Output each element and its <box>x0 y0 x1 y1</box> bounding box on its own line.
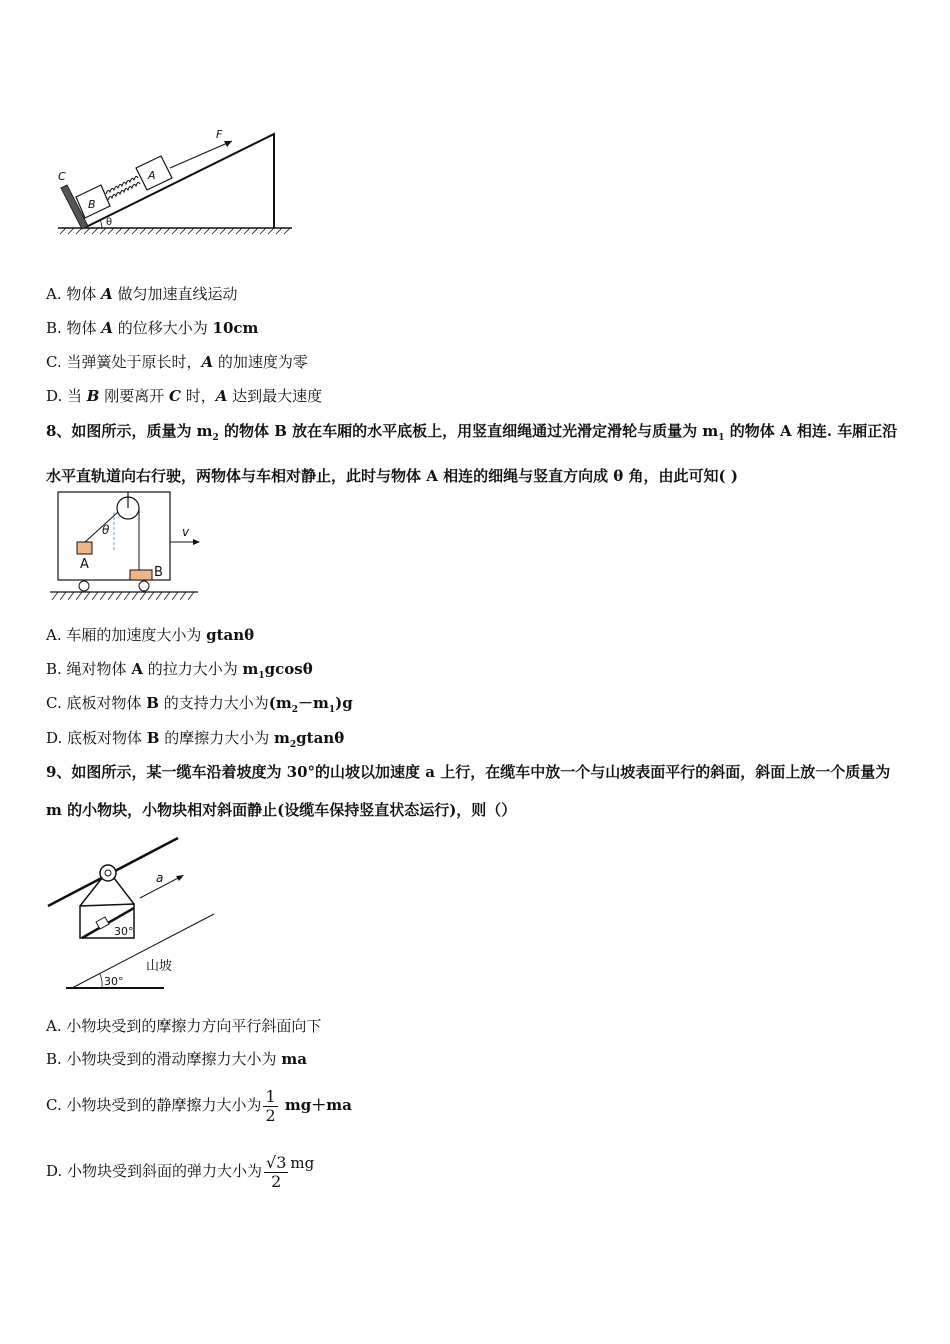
carriage-figure <box>46 490 206 608</box>
q8-stem: 8、如图所示，质量为 $m_2$ 的物体 B 放在车厢的水平底板上，用竖直细绳通过光滑定滑轮与质量为 $m_1$ 的物体 A 相连. 车厢正沿水平直轨道向右行驶，两物体与车相对静止，此时与物体 A 相连的细绳与竖直方向成 θ 角，由此可知( ) <box>46 422 898 485</box>
label-30-top: 30° <box>114 925 134 938</box>
q8-option-c: C. 底板对物体 B 的支持力大小为$(m_2-m_1)g$ <box>46 694 353 715</box>
label-a-9: a <box>156 871 164 885</box>
q8-option-a: A. 车厢的加速度大小为 gtanθ <box>46 626 255 644</box>
incline-spring-figure <box>50 118 300 243</box>
q7-option-c: C. 当弹簧处于原长时，A 的加速度为零 <box>46 353 308 371</box>
label-b: B <box>88 198 96 211</box>
q7-option-d: D. 当 B 刚要离开 C 时，A 达到最大速度 <box>46 387 323 405</box>
label-theta-8: θ <box>102 523 110 537</box>
q7-option-b: B. 物体 A 的位移大小为 10cm <box>46 319 259 337</box>
q9-option-a: A. 小物块受到的摩擦力方向平行斜面向下 <box>46 1017 322 1035</box>
label-a-8: A <box>80 557 89 572</box>
q9-option-b: B. 小物块受到的滑动摩擦力大小为 ma <box>46 1050 307 1068</box>
fraction-sqrt3-over-2: $\frac{√3}{2}$ <box>266 1152 287 1191</box>
q9-stem: 9、如图所示，某一缆车沿着坡度为 30°的山坡以加速度 a 上行，在缆车中放一个与山坡表面平行的斜面，斜面上放一个质量为 m 的小物块，小物块相对斜面静止(设缆车保持竖直状态运行)，则（） <box>46 763 891 819</box>
label-c: C <box>58 170 66 183</box>
label-b-8: B <box>154 565 163 580</box>
label-slope: 山坡 <box>146 959 173 974</box>
q9-option-c: C. 小物块受到的静摩擦力大小为 $\frac{1}{2}$ mg＋ma <box>46 1086 352 1125</box>
label-f: F <box>216 128 223 141</box>
label-a: A <box>148 169 156 182</box>
label-v: v <box>182 525 190 539</box>
q9-option-d: D. 小物块受到斜面的弹力大小为 $\frac{√3}{2}$ mg <box>46 1152 315 1191</box>
q8-option-d: D. 底板对物体 B 的摩擦力大小为 $m_2gtan\theta$ <box>46 729 345 750</box>
q7-option-a: A. 物体 A 做匀加速直线运动 <box>46 285 238 303</box>
label-30-bottom: 30° <box>104 975 124 988</box>
q8-option-b: B. 绳对物体 A 的拉力大小为 $m_1gcos\theta$ <box>46 660 313 681</box>
cable-car-figure <box>44 832 224 994</box>
fraction-one-half: $\frac{1}{2}$ <box>265 1086 276 1125</box>
label-theta: θ <box>106 217 113 228</box>
